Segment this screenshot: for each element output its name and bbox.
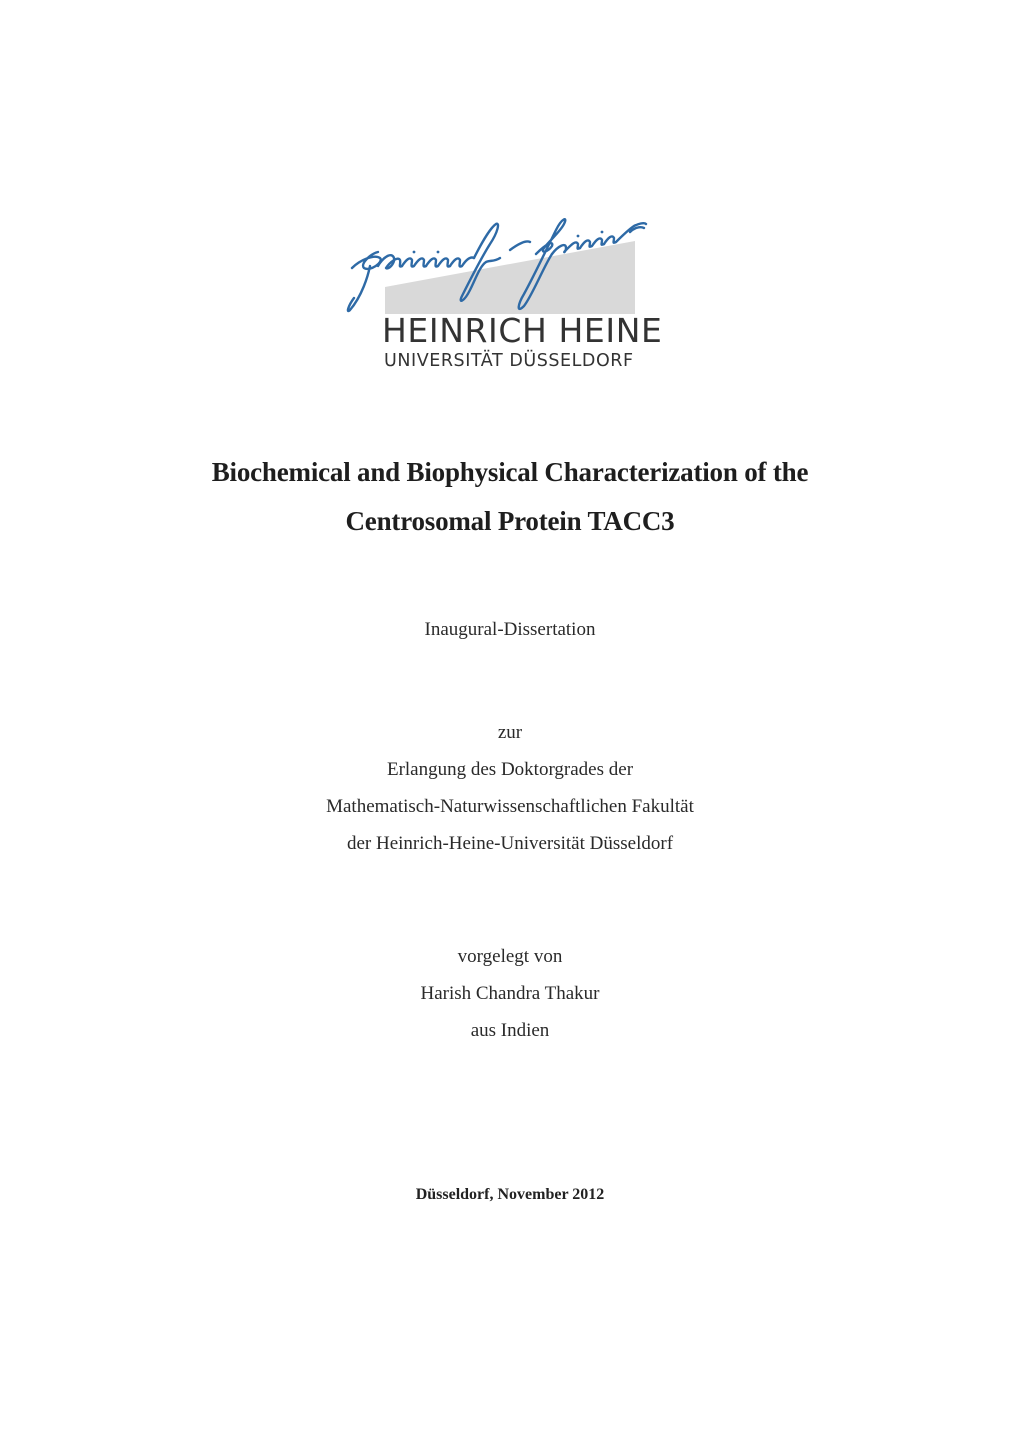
purpose-line-1: zur: [497, 722, 523, 743]
purpose-line-4: der Heinrich-Heine-Universität Düsseldorf: [346, 833, 674, 854]
place-date: Düsseldorf, November 2012: [415, 1186, 605, 1203]
author-origin: aus Indien: [470, 1020, 550, 1041]
purpose-line-2: Erlangung des Doktorgrades der: [386, 759, 634, 780]
logo-university-name: HEINRICH HEINE: [382, 311, 663, 350]
thesis-title-line-1: Biochemical and Biophysical Characterization of the: [211, 457, 809, 487]
purpose-line-3: Mathematisch-Naturwissenschaftlichen Fakultät: [326, 796, 694, 817]
presented-by: vorgelegt von: [457, 946, 563, 967]
author-name: Harish Chandra Thakur: [420, 983, 600, 1004]
university-logo: [340, 210, 680, 380]
document-type: Inaugural-Dissertation: [424, 619, 596, 640]
signature-wedge-icon: [340, 210, 680, 320]
logo-university-subtitle: UNIVERSITÄT DÜSSELDORF: [384, 351, 634, 371]
thesis-title-line-2: Centrosomal Protein TACC3: [345, 506, 675, 536]
